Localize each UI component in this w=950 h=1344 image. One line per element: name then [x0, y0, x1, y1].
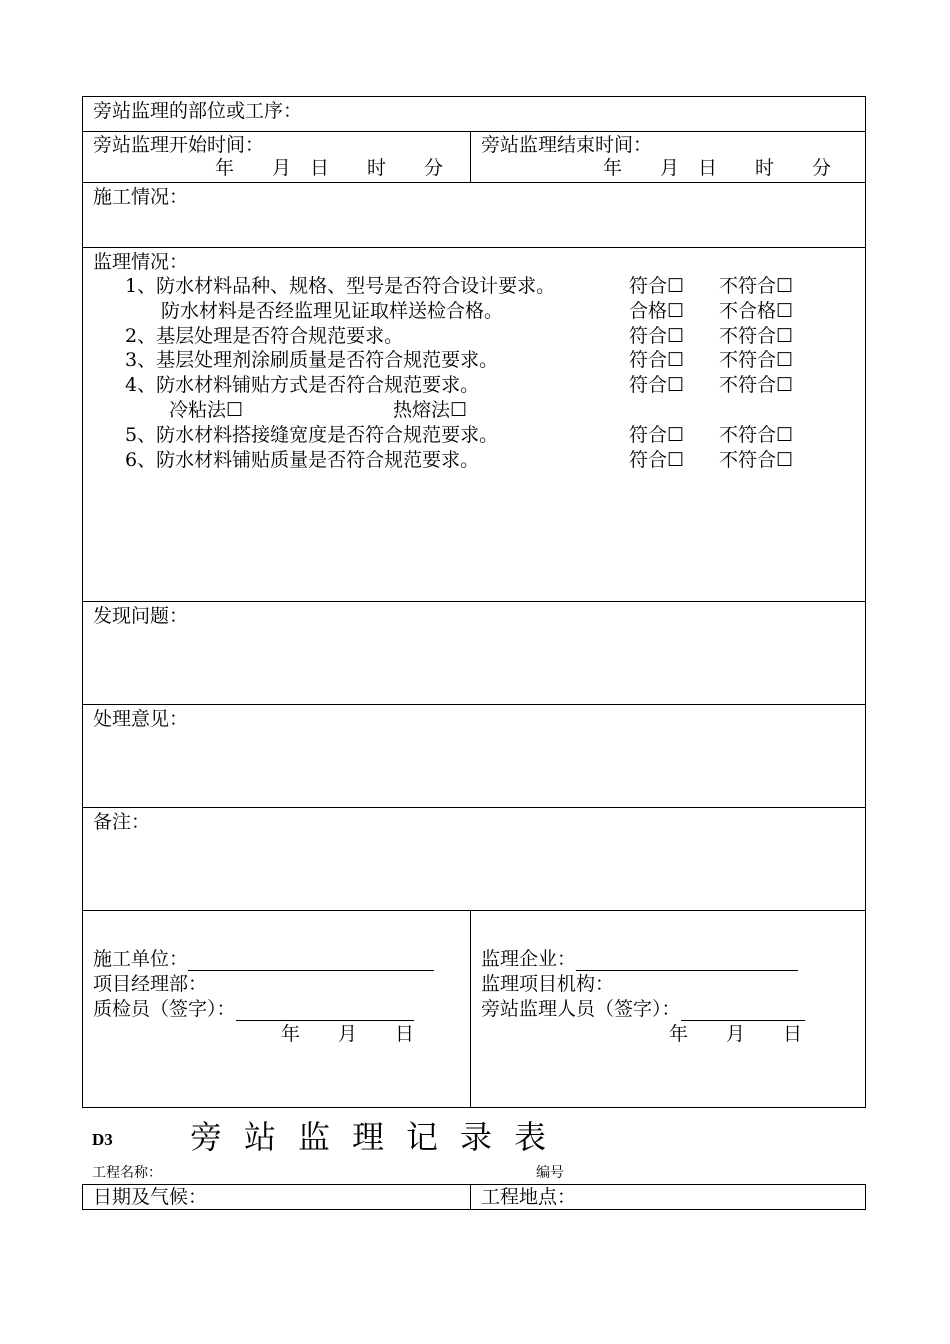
option-pass[interactable]: 合格☐ — [629, 300, 685, 322]
option-fail[interactable]: 不符合☐ — [719, 349, 794, 371]
method-hot-option[interactable]: 热熔法☐ — [393, 399, 468, 421]
method-cold-option[interactable]: 冷粘法☐ — [169, 399, 244, 421]
contractor-unit-label: 施工单位： — [93, 948, 189, 970]
end-time-units: 年 月 日 时 分 — [603, 157, 832, 179]
location-label: 旁站监理的部位或工序： — [93, 100, 303, 122]
manager-label: 项目经理部： — [93, 973, 208, 995]
remarks-label: 备注： — [93, 811, 151, 833]
inspector-signature — [93, 997, 414, 1021]
start-time-units: 年 月 日 时 分 — [215, 157, 444, 179]
option-pass[interactable]: 符合☐ — [629, 424, 685, 446]
site-label: 工程地点： — [481, 1186, 577, 1208]
date-site-divider — [470, 1185, 471, 1209]
check-item: 1、防水材料品种、规格、型号是否符合设计要求。 — [125, 275, 556, 297]
problems-row — [83, 601, 865, 704]
construction-label: 施工情况： — [93, 186, 189, 208]
check-item: 防水材料是否经监理见证取样送检合格。 — [161, 300, 504, 322]
opinion-row — [83, 704, 865, 807]
time-divider — [470, 132, 471, 182]
supervision-label: 监理情况： — [93, 251, 189, 273]
option-pass[interactable]: 符合☐ — [629, 275, 685, 297]
option-fail[interactable]: 不合格☐ — [719, 300, 794, 322]
contractor-date: 年 月 日 — [281, 1023, 415, 1045]
opinion-label: 处理意见： — [93, 708, 189, 730]
staff-signature — [481, 997, 805, 1021]
supervision-company-label: 监理企业： — [481, 948, 577, 970]
supervision-company-line[interactable] — [576, 950, 798, 971]
contractor-unit — [93, 947, 434, 971]
option-fail[interactable]: 不符合☐ — [719, 374, 794, 396]
option-fail[interactable]: 不符合☐ — [719, 424, 794, 446]
start-time-label: 旁站监理开始时间： — [93, 134, 265, 156]
option-pass[interactable]: 符合☐ — [629, 325, 685, 347]
time-row — [83, 131, 865, 182]
supervisor-date: 年 月 日 — [669, 1023, 803, 1045]
option-pass[interactable]: 符合☐ — [629, 449, 685, 471]
staff-label: 旁站监理人员（签字）： — [481, 998, 681, 1020]
option-fail[interactable]: 不符合☐ — [719, 449, 794, 471]
problems-label: 发现问题： — [93, 605, 189, 627]
supervision-row — [83, 247, 865, 601]
check-item: 5、防水材料搭接缝宽度是否符合规范要求。 — [125, 424, 499, 446]
check-item: 3、基层处理剂涂刷质量是否符合规范要求。 — [125, 349, 499, 371]
check-item: 6、防水材料铺贴质量是否符合规范要求。 — [125, 449, 480, 471]
date-weather-label: 日期及气候： — [93, 1186, 208, 1208]
remarks-row — [83, 807, 865, 910]
number-label: 编号 — [536, 1165, 564, 1181]
supervision-company — [481, 947, 798, 971]
end-time-label: 旁站监理结束时间： — [481, 134, 653, 156]
supervision-org-label: 监理项目机构： — [481, 973, 615, 995]
check-item: 2、基层处理是否符合规范要求。 — [125, 325, 404, 347]
staff-signature-line[interactable] — [681, 1000, 805, 1021]
signature-divider — [470, 911, 471, 1108]
date-site-row — [82, 1184, 866, 1210]
record-form — [82, 96, 866, 1108]
signature-row — [83, 910, 865, 1107]
contractor-unit-line[interactable] — [188, 950, 434, 971]
option-pass[interactable]: 符合☐ — [629, 374, 685, 396]
form-title: 旁站监理记录表 — [190, 1118, 569, 1156]
location-row — [83, 97, 865, 131]
form-code: D3 — [92, 1130, 113, 1149]
option-fail[interactable]: 不符合☐ — [719, 325, 794, 347]
inspector-signature-line[interactable] — [236, 1000, 414, 1021]
check-item: 4、防水材料铺贴方式是否符合规范要求。 — [125, 374, 480, 396]
option-fail[interactable]: 不符合☐ — [719, 275, 794, 297]
project-name-label: 工程名称： — [92, 1165, 162, 1181]
inspector-label: 质检员（签字）： — [93, 998, 236, 1020]
construction-row — [83, 182, 865, 247]
option-pass[interactable]: 符合☐ — [629, 349, 685, 371]
